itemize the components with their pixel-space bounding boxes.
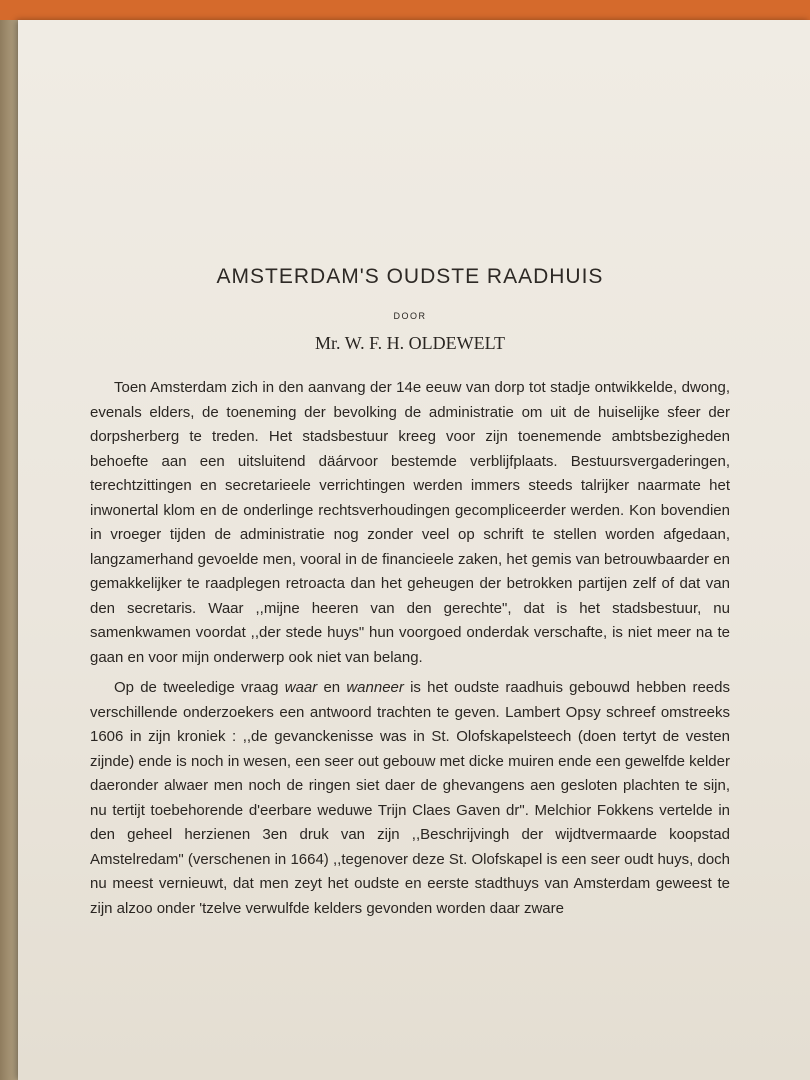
- emphasis-wanneer: wanneer: [346, 679, 404, 696]
- author-name: Mr. W. F. H. OLDEWELT: [315, 333, 505, 353]
- paragraph-text: is het oudste raadhuis gebouwd hebben reeds verschillende onderzoekers een antwoord trachten te geven. Lambert Opsy schreef omstreeks 1606 in zijn kroniek : ,,de gevanckenisse was in St. Olofskapelsteech (doen tertyt de vesten zijnde) ende is noch in wesen, een seer out gebouw met dicke muiren ende een gewelfde kelder daeronder alwaer men noch de ringen siet daer de ghevangens aen gesloten plachten te sijn, nu tertijt toebehorende d'eerbare weduwe Trijn Claes Gaven dr". Melchior Fokkens vertelde in den geheel herzienen 3en druk van zijn ,,Beschrijvingh der wijdtvermaarde koopstad Amstelredam" (verschenen in 1664) ,,tegenover deze St. Olofskapel is een seer oudt huys, doch nu meest vernieuwt, dat men zeyt het oudste en eerste stadthuys van Amsterdam geweest te zijn alzoo onder 'tzelve verwulfde kelders gevonden worden daar zware: [90, 679, 730, 917]
- paragraph-text: en: [317, 679, 347, 696]
- emphasis-waar: waar: [284, 679, 318, 696]
- paragraph-text: Op de tweeledige vraag: [114, 679, 285, 696]
- paragraph: [90, 676, 730, 921]
- book-page: [18, 20, 810, 1080]
- paragraph: Toen Amsterdam zich in den aanvang der 14e eeuw van dorp tot stadje ontwikkelde, dwong, evenals elders, de toeneming der bevolking de administratie om uit de huiselijke sfeer der dorpsherberg te treden. Het stadsbestuur kreeg voor zijn toenemende ambtsbezigheden behoefte aan een uitsluitend däárvoor bestemde verblijfplaats. Bestuursvergaderingen, terechtzittingen en secretarieele verrichtingen werden immers steeds talrijker naarmate het inwonertal klom en de onderlinge rechtsverhoudingen gecompliceerder werden. Kon bovendien in vroeger tijden de administratie nog zonder veel op schrift te stellen worden afgedaan, langzamerhand gevoelde men, vooral in de financieele zaken, het gemis van betrouwbaarder en gemakkelijker te raadplegen retroacta dan het geheugen der betrokken partijen zelf of dat van den secretaris. Waar ,,mijne heeren van den gerechte", dat is het stadsbestuur, nu samenkwamen voordat ,,der stede huys" hun voorgoed onderdak verschafte, is niet meer na te gaan en voor mijn onderwerp ook niet van belang.: [90, 379, 730, 666]
- article-title: AMSTERDAM'S OUDSTE RAADHUIS: [216, 265, 604, 288]
- article: [90, 265, 730, 921]
- byline: DOOR: [393, 311, 427, 321]
